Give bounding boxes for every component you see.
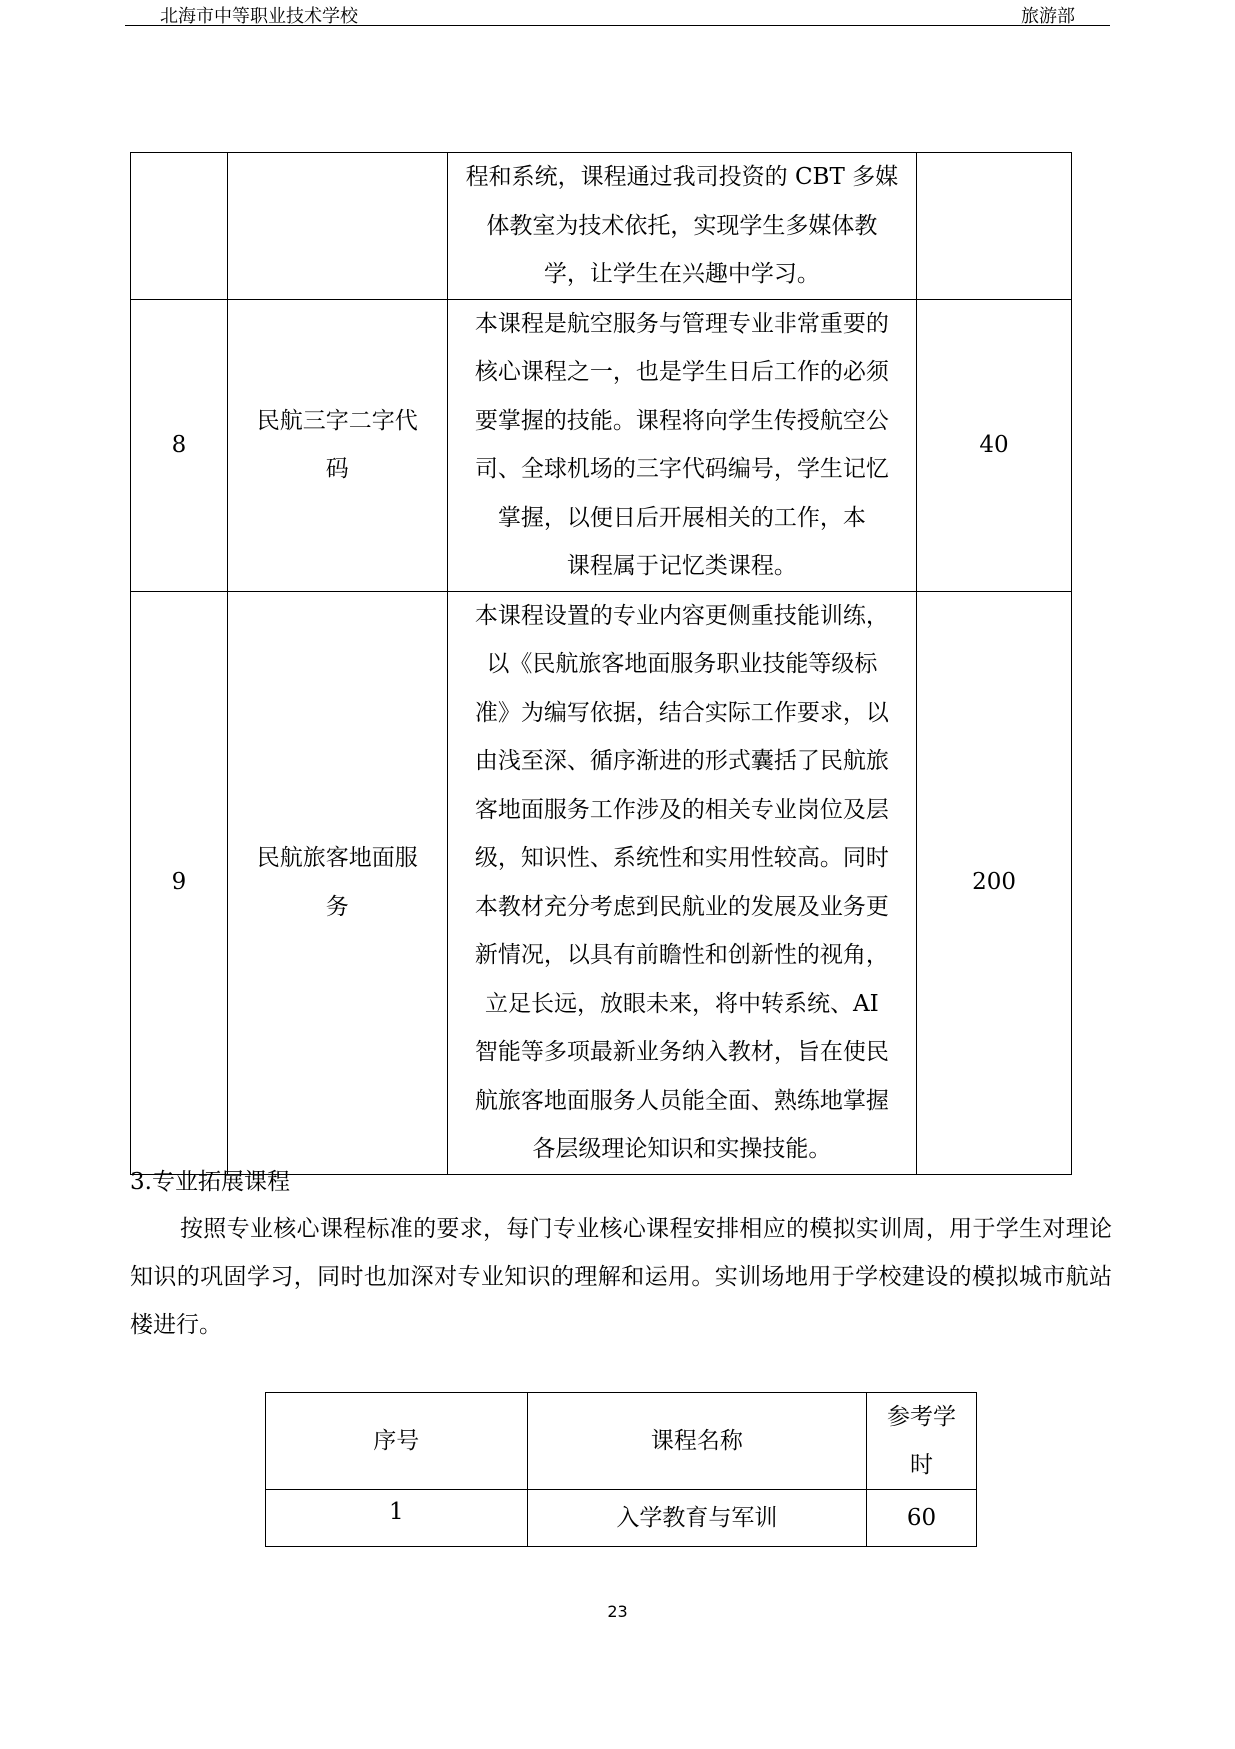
cell-hours: 60	[867, 1490, 977, 1547]
intro-paragraph: 按照专业核心课程标准的要求，每门专业核心课程安排相应的模拟实训周，用于学生对理论知识的巩固学习，同时也加深对专业知识的理解和运用。实训场地用于学校建设的模拟城市航站楼进行。	[130, 1216, 1112, 1338]
cell-no	[131, 153, 228, 300]
cell-description	[447, 299, 916, 591]
table-row	[266, 1490, 977, 1547]
header-department: 旅游部	[1021, 6, 1075, 27]
description-line: 各层级理论知识和实操技能。	[532, 1136, 832, 1162]
cell-hours	[917, 153, 1072, 300]
cell-name: 入学教育与军训	[527, 1490, 867, 1547]
description-line: 课程属于记忆类课程。	[566, 553, 797, 579]
description-line: 本教材充分考虑到民航业的发展及业务更	[474, 893, 889, 920]
description-line: 核心课程之一，也是学生日后工作的必须	[474, 359, 889, 385]
course-name-line: 民航旅客地面服	[256, 845, 418, 871]
header-rule	[125, 25, 1110, 26]
cell-hours: 40	[917, 299, 1072, 591]
description-line: 由浅至深、循序渐进的形式囊括了民航旅	[474, 748, 889, 774]
description-line: 体教室为技术依托，实现学生多媒体教	[486, 212, 878, 239]
header-name: 课程名称	[527, 1393, 867, 1490]
cell-description	[447, 153, 916, 300]
description-line: 新情况，以具有前瞻性和创新性的视角，	[474, 942, 889, 968]
description-line: 以《民航旅客地面服务职业技能等级标	[486, 651, 878, 677]
header-hours-line: 参考学	[887, 1404, 957, 1430]
description-line: 学，让学生在兴趣中学习。	[543, 261, 820, 287]
cell-no: 9	[131, 591, 228, 1174]
header-no: 序号	[266, 1393, 528, 1490]
page-number: 23	[607, 1602, 628, 1621]
cell-course-name	[227, 153, 447, 300]
table-row	[131, 591, 1072, 1174]
table-header-row	[266, 1393, 977, 1490]
table-row	[131, 153, 1072, 300]
header-school: 北海市中等职业技术学校	[160, 6, 358, 27]
cell-hours: 200	[917, 591, 1072, 1174]
description-line: 程和系统，课程通过我司投资的 CBT 多媒	[465, 164, 899, 190]
section-title: 3.专业拓展课程	[130, 1169, 290, 1195]
description-line: 航旅客地面服务人员能全面、熟练地掌握	[474, 1087, 889, 1114]
description-line: 级，知识性、系统性和实用性较高。同时	[474, 845, 889, 871]
cell-description	[447, 591, 916, 1174]
description-line: 立足长远，放眼未来，将中转系统、AI	[485, 990, 879, 1017]
description-line: 掌握，以便日后开展相关的工作，本	[497, 504, 866, 531]
extension-course-table	[265, 1392, 977, 1547]
cell-course-name	[227, 299, 447, 591]
cell-no: 1	[266, 1490, 528, 1547]
description-line: 本课程设置的专业内容更侧重技能训练，	[474, 602, 889, 629]
description-line: 准》为编写依据，结合实际工作要求，以	[474, 699, 889, 726]
course-table	[130, 152, 1072, 1175]
cell-course-name	[227, 591, 447, 1174]
description-line: 本课程是航空服务与管理专业非常重要的	[474, 310, 889, 337]
header-hours-line: 时	[910, 1452, 934, 1478]
course-name-line: 务	[325, 893, 349, 920]
cell-no: 8	[131, 299, 228, 591]
description-line: 客地面服务工作涉及的相关专业岗位及层	[474, 796, 889, 823]
description-line: 司、全球机场的三字代码编号，学生记忆	[474, 456, 889, 482]
header-hours	[867, 1393, 977, 1490]
course-name-line: 民航三字二字代	[256, 407, 418, 434]
description-line: 智能等多项最新业务纳入教材，旨在使民	[474, 1039, 889, 1065]
course-name-line: 码	[325, 456, 349, 482]
description-line: 要掌握的技能。课程将向学生传授航空公	[474, 407, 889, 434]
table-row	[131, 299, 1072, 591]
